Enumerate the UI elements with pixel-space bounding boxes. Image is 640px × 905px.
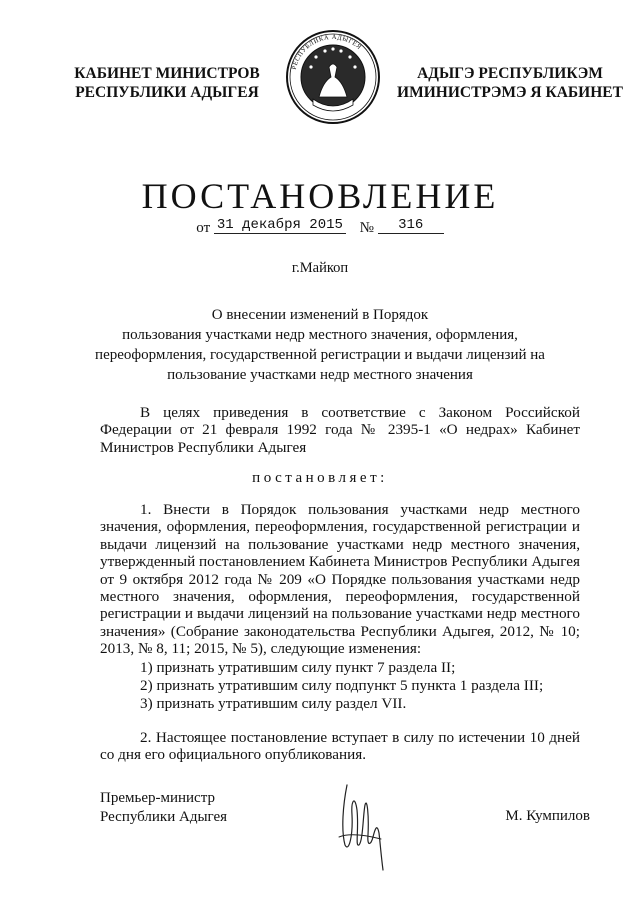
subject-line-3: переоформления, государственной регистрации и выдачи лицензий на (95, 347, 545, 363)
document-title: ПОСТАНОВЛЕНИЕ (141, 176, 499, 216)
preamble-paragraph: В целях приведения в соответствие с Законом Российской Федерации от 21 февраля 1992 года № 2395-1 «О недрах» Кабинет Министров Республики Адыгея (100, 404, 580, 456)
issuer-line-2: РЕСПУБЛИКИ АДЫГЕЯ (75, 84, 259, 101)
subject-line-2: пользования участками недр местного значения, оформления, (122, 327, 518, 343)
document-date: 31 декабря 2015 (214, 217, 346, 234)
signatory-position (100, 789, 300, 827)
number-label: № (359, 220, 374, 236)
date-label: от (196, 220, 211, 236)
issuer-adyghe-line-2: ИМИНИСТРЭМЭ Я КАБИНЕТ (397, 84, 623, 101)
issuer-line-1: КАБИНЕТ МИНИСТРОВ (74, 65, 260, 82)
emblem-ring-text: РЕСПУБЛИКА АДЫГЕЯ (290, 33, 363, 71)
issuer-adyghe-line-1: АДЫГЭ РЕСПУБЛИКЭМ (417, 65, 603, 82)
city: г.Майкоп (291, 260, 349, 276)
handwritten-signature (325, 775, 405, 875)
signatory-name: М. Кумпилов (505, 808, 590, 824)
position-line-1: Премьер-министр (100, 790, 215, 806)
position-line-2: Республики Адыгея (100, 809, 228, 825)
subpoint-2: 2) признать утратившим силу подпункт 5 пункта 1 раздела III; (140, 677, 544, 694)
resolves-heading: постановляет: (252, 470, 388, 486)
issuer-name-russian (62, 64, 272, 102)
document-subject (80, 305, 560, 385)
subpoint-1: 1) признать утратившим силу пункт 7 раздела II; (140, 659, 456, 676)
issuer-name-adyghe (395, 64, 625, 102)
point-1-paragraph: 1. Внести в Порядок пользования участками недр местного значения, оформления, переоформления, государственной регистрации и выдачи лицензий на пользование участками недр местного значения, утвержденный постановлением Кабинета Министров Республики Адыгея от 9 октября 2012 года № 209 «О Порядке пользования участками недр местного значения, оформления, переоформления, государственной регистрации и выдачи лицензий на пользование участками недр местного значения» (Собрание законодательства Республики Адыгея, 2012, № 10; 2013, № 8, 11; 2015, № 5), следующие изменения: (100, 501, 580, 658)
subject-line-4: пользование участками недр местного значения (167, 367, 473, 383)
coat-of-arms-emblem (283, 27, 383, 127)
point-2-paragraph: 2. Настоящее постановление вступает в силу по истечении 10 дней со дня его официального опубликования. (100, 729, 580, 764)
subpoint-3: 3) признать утратившим силу раздел VII. (140, 695, 407, 712)
date-number-line (0, 216, 640, 237)
subject-line-1: О внесении изменений в Порядок (211, 307, 429, 323)
document-number: 316 (378, 217, 444, 234)
